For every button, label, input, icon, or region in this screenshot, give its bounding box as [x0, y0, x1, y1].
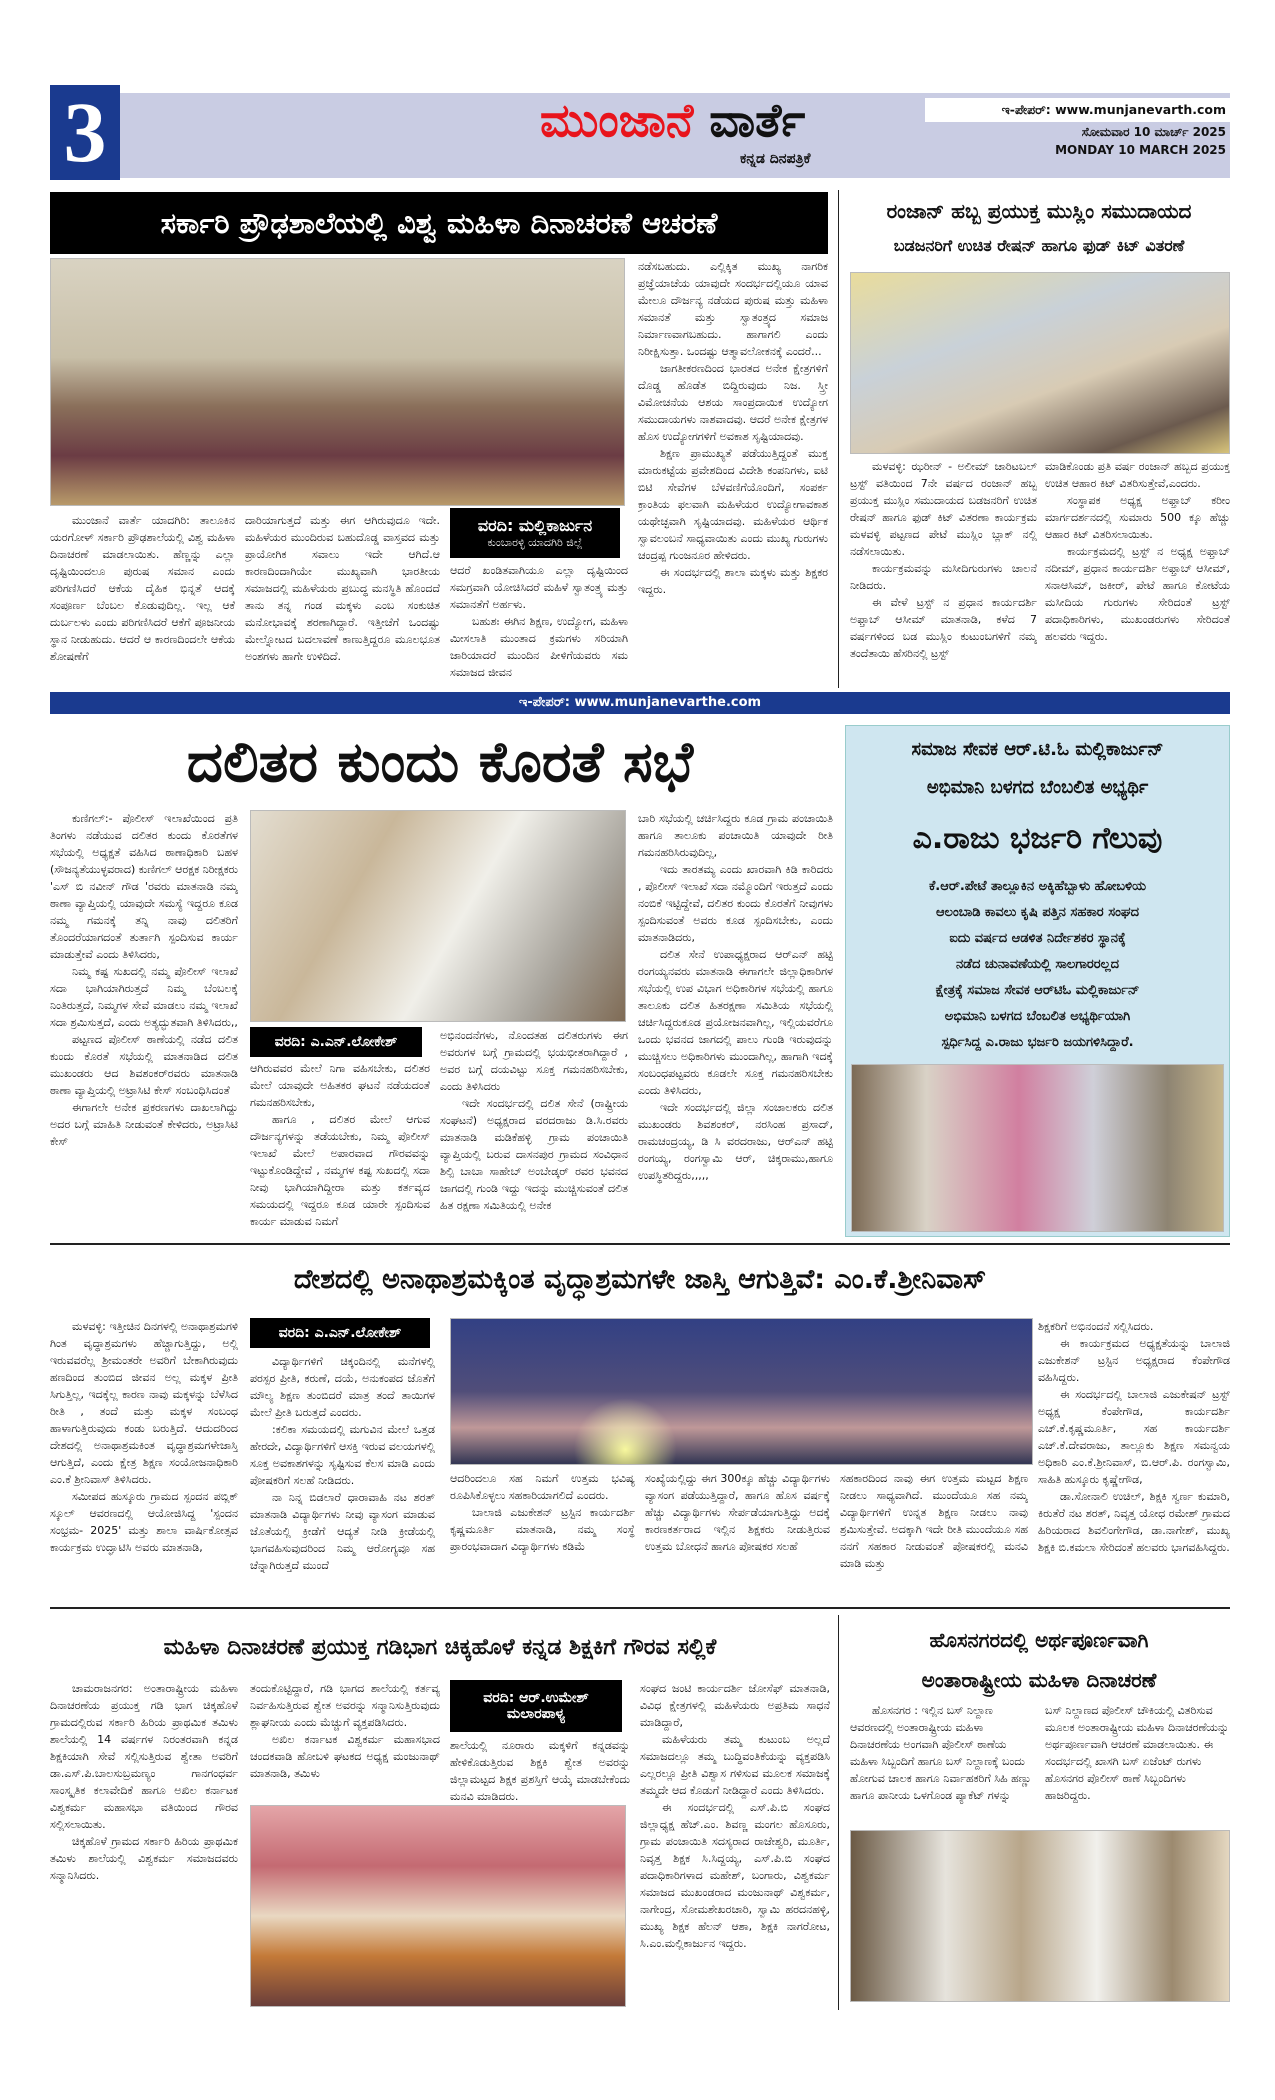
story2-headline-line1: ರಂಜಾನ್ ಹಬ್ಬ ಪ್ರಯುಕ್ತ ಮುಸ್ಲಿಂ ಸಮುದಾಯದ	[886, 199, 1192, 223]
story1-byline: ವರದಿ: ಮಲ್ಲಿಕಾರ್ಜುನ ಕುಂಬಾರಳ್ಳಿ ಯಾದಗಿರಿ ಜಿಲ್ಲೆ	[450, 508, 620, 558]
story5-col1: ಮಳವಳ್ಳಿ: ಇತ್ತೀಚಿನ ದಿನಗಳಲ್ಲಿ ಅನಾಥಾಶ್ರಮಗಳಿ ಗಿಂತ ವೃದ್ಧಾಶ್ರಮಗಳು ಹೆಚ್ಚಾಗುತ್ತಿದ್ದು, ಅಲ್ಲಿ ಇರುವವರೆಲ್ಲ ಶ್ರೀಮಂತರೇ ಅವರಿಗೆ ಬೇಕಾಗಿರುವುದು ಹಣದಿಂದ ತುಂಬಿದ ಜೀವನ ಅಲ್ಲ ಮಕ್ಕಳ ಪ್ರೀತಿ ಸಿಗುತ್ತಿಲ್ಲ, ಇದಕ್ಕೆಲ್ಲ ಕಾರಣ ನಾವು ಮಕ್ಕಳನ್ನು ಬೆಳೆಸಿದ ರೀತಿ , ತಂದೆ ಮತ್ತು ಮಕ್ಕಳ ಸಂಬಂಧ ಹಾಳಾಗುತ್ತಿರುವುದು ಕಂಡು ಬರುತ್ತಿದೆ. ಆದುದರಿಂದ ದೇಶದಲ್ಲಿ ಅನಾಥಾಶ್ರಮಕಿಂತ ವೃದ್ಧಾಶ್ರಮಗಳೇಜಾಸ್ತಿ ಆಗುತ್ತಿದೆ, ಎಂದು ಕ್ಷೇತ್ರ ಶಿಕ್ಷಣ ಸಂಯೋಜನಾಧಿಕಾರಿ ಎಂ.ಕೆ ಶ್ರೀನಿವಾಸ್ ತಿಳಿಸಿದರು. ಸಮೀಪದ ಹುಸ್ಕೂರು ಗ್ರಾಮದ ಸ್ಪಂದನ ಪಬ್ಲಿಕ್ ಸ್ಕೂಲ್ ಆವರಣದಲ್ಲಿ ಆಯೋಜಿಸಿದ್ದ 'ಸ್ಪಂದನ ಸಂಭ್ರಮ- 2025' ಮತ್ತು ಶಾಲಾ ವಾರ್ಷಿಕೋತ್ಸವ ಕಾರ್ಯಕ್ರಮ ಉದ್ಘಾಟಿಸಿ ಅವರು ಮಾತನಾಡಿ,	[50, 1320, 238, 1554]
story3-col4: ಬಾರಿ ಸಭೆಯಲ್ಲಿ ಚರ್ಚಿಸಿದ್ದರು ಕೂಡ ಗ್ರಾಮ ಪಂಚಾಯಿತಿ ಹಾಗೂ ತಾಲೂಕು ಪಂಚಾಯಿತಿ ಯಾವುದೇ ರೀತಿ ಗಮನಹರಿಸಿರುವುದಿಲ್ಲ, ಇದು ತಾರತಮ್ಯ ಎಂದು ಖಾರವಾಗಿ ಕಿಡಿ ಕಾರಿದರು , ಪೊಲೀಸ್ ಇಲಾಖೆ ಸದಾ ನಮ್ಮೊಂದಿಗೆ ಇರುತ್ತದೆ ಎಂದು ನಂಬಿಕೆ ಇಟ್ಟಿದ್ದೇವೆ, ದಲಿತರ ಕುಂದು ಕೊರತೆಗೆ ನೀವುಗಳು ಸ್ಪಂದಿಸುವಂತೆ ಅವರು ಕೂಡ ಸ್ಪಂದಿಸಬೇಕು, ಎಂದು ಮಾತನಾಡಿದರು, ದಲಿತ ಸೇನೆ ಉಪಾಧ್ಯಕ್ಷರಾದ ಆರ್‌ಎನ್ ಹಟ್ಟಿ ರಂಗಯ್ಯನವರು ಮಾತನಾಡಿ ಈಗಾಗಲೇ ಜಿಲ್ಲಾಧಿಕಾರಿಗಳ ಸಭೆಯಲ್ಲಿ ಉಪ ವಿಭಾಗ ಅಧಿಕಾರಿಗಳ ಸಭೆಯಲ್ಲಿ ಹಾಗೂ ತಾಲೂಕು ದಲಿತ ಹಿತರಕ್ಷಣಾ ಸಮಿತಿಯ ಸಭೆಯಲ್ಲಿ ಚರ್ಚಿಸಿದ್ದರುಕೂಡ ಪ್ರಯೋಜನವಾಗಿಲ್ಲ, ಇಲ್ಲಿಯವರೆಗೂ ಒಂದು ಭವನದ ಜಾಗದಲ್ಲಿ ಪಾಲು ಗುಂಡಿ ಇರುವುದನ್ನು ಮುಚ್ಚಿಸಲು ಅಧಿಕಾರಿಗಳು ಮುಂದಾಗಿಲ್ಲ, ಹಾಗಾಗಿ ಇದಕ್ಕೆ ಸಂಬಂಧಪಟ್ಟವರು ಕೂಡಲೇ ಸೂಕ್ತ ಗಮನಹರಿಸಬೇಕು ಎಂದು ತಿಳಿಸಿದರು, ಇದೇ ಸಂದರ್ಭದಲ್ಲಿ ಜಿಲ್ಲಾ ಸಂಚಾಲಕರು ದಲಿತ ಮುಖಂಡರು ಶಿವಶಂಕರ್, ನರಸಿಂಹ ಪ್ರಸಾದ್, ರಾಮಚಂದ್ರಯ್ಯ, ಡಿ ಸಿ ವರದರಾಜು, ಆರ್‌ಎನ್ ಹಟ್ಟಿ ರಂಗಯ್ಯ, ರಂಗಸ್ವಾಮಿ ಆರ್, ಚಿಕ್ಕರಾಮು,ಹಾಗೂ ಉಪಸ್ಥಿತರಿದ್ದರು,,,,,	[638, 812, 833, 1182]
story5-byline: ವರದಿ: ಎ.ಎನ್.ಲೋಕೇಶ್	[250, 1318, 430, 1348]
story6-photo	[250, 1805, 626, 2007]
section-rule	[50, 1607, 1230, 1609]
story4-photo	[851, 1064, 1224, 1232]
logo-part2: ವಾರ್ತೆ	[709, 93, 806, 147]
story6-col3: ಶಾಲೆಯಲ್ಲಿ ನೂರಾರು ಮಕ್ಕಳಿಗೆ ಕನ್ನಡವನ್ನು ಹೇಳಿಕೊಡುತ್ತಿರುವ ಶಿಕ್ಷಕಿ ಶ್ವೇತ ಅವರನ್ನು ಜಿಲ್ಲಾಮಟ್ಟದ ಶಿಕ್ಷಕ ಪ್ರಶಸ್ತಿಗೆ ಆಯ್ಕೆ ಮಾಡಬೇಕೆಂದು ಮನವಿ ಮಾಡಿದರು.	[450, 1739, 630, 1802]
story7-headline-line1: ಹೊಸನಗರದಲ್ಲಿ ಅರ್ಥಪೂರ್ಣವಾಗಿ	[929, 1628, 1149, 1652]
page-number: 3	[50, 85, 120, 180]
column-divider	[838, 190, 839, 688]
story6-headline: ಮಹಿಳಾ ದಿನಾಚರಣೆ ಪ್ರಯುಕ್ತ ಗಡಿಭಾಗ ಚಿಕ್ಕಹೊಳೆ ಕನ್ನಡ ಶಿಕ್ಷಕಿಗೆ ಗೌರವ ಸಲ್ಲಿಕೆ	[163, 1635, 717, 1660]
story5-col5: ಸಹಕಾರದಿಂದ ನಾವು ಈಗ ಉತ್ತಮ ಮಟ್ಟದ ಶಿಕ್ಷಣ ನೀಡಲು ಸಾಧ್ಯವಾಗಿದೆ. ಮುಂದೆಯೂ ಸಹ ನಮ್ಮ ವಿದ್ಯಾರ್ಥಿಗಳಿಗೆ ಉನ್ನತ ಶಿಕ್ಷಣ ನೀಡಲು ನಾವು ಶ್ರಮಿಸುತ್ತೇವೆ. ಅದಕ್ಕಾಗಿ ಇದೇ ರೀತಿ ಮುಂದೆಯೂ ಸಹ ನನಗೆ ಸಹಕಾರ ನೀಡುವಂತೆ ಪೋಷಕರಲ್ಲಿ ಮನವಿ ಮಾಡಿ ಮತ್ತು	[840, 1472, 1028, 1570]
story2-col1: ಮಳವಳ್ಳಿ: ಝರೀನ್ - ಅಲೀಮ್ ಚಾರಿಟಬಲ್ ಟ್ರಸ್ಟ್ ವತಿಯಿಂದ 7ನೇ ವರ್ಷದ ರಂಜಾನ್ ಹಬ್ಬ ಪ್ರಯುಕ್ತ ಮುಸ್ಲಿಂ ಸಮುದಾಯದ ಬಡಜನರಿಗೆ ಉಚಿತ ರೇಷನ್ ಹಾಗೂ ಫುಡ್ ಕಿಟ್ ವಿತರಣಾ ಕಾರ್ಯಕ್ರಮ ಮಳವಳ್ಳಿ ಪಟ್ಟಣದ ಪೇಟೆ ಮುಸ್ಲಿಂ ಬ್ಲಾಕ್ ನಲ್ಲಿ ನಡೆಸಲಾಯಿತು. ಕಾರ್ಯಕ್ರಮವನ್ನು ಮಸೀದಿಗುರುಗಳು ಚಾಲನೆ ನೀಡಿದರು. ಈ ವೇಳೆ ಟ್ರಸ್ಟ್ ನ ಪ್ರಧಾನ ಕಾರ್ಯದರ್ಶಿ ಅಫ್ತಾಬ್ ಆಸೀಮ್ ಮಾತನಾಡಿ, ಕಳೆದ 7 ವರ್ಷಗಳಿಂದ ಬಡ ಮುಸ್ಲಿಂ ಕುಟುಂಬಗಳಿಗೆ ನಮ್ಮ ತಂದೆತಾಯಿ ಹೆಸರಿನಲ್ಲಿ ಟ್ರಸ್ಟ್	[850, 460, 1037, 660]
story5-headline: ದೇಶದಲ್ಲಿ ಅನಾಥಾಶ್ರಮಕ್ಕಿಂತ ವೃದ್ಧಾಶ್ರಮಗಳೇ ಜಾಸ್ತಿ ಆಗುತ್ತಿವೆ: ಎಂ.ಕೆ.ಶ್ರೀನಿವಾಸ್	[293, 1264, 987, 1295]
story1-col1: ಮುಂಜಾನೆ ವಾರ್ತೆ ಯಾದಗಿರಿ: ತಾಲೂಕಿನ ಯರಗೋಳ್ ಸರ್ಕಾರಿ ಪ್ರೌಢಶಾಲೆಯಲ್ಲಿ ವಿಶ್ವ ಮಹಿಳಾ ದಿನಾಚರಣೆ ಮಾಡಲಾಯಿತು. ಹೆಣ್ಣನ್ನು ಎಲ್ಲಾ ದೃಷ್ಟಿಯಿಂದಲೂ ಪುರುಷ ಸಮಾನ ಎಂದು ಪರಿಗಣಿಸಿದರೆ ಆಕೆಯ ದೈಹಿಕ ಭಿನ್ನತೆ ಆದಕ್ಕೆ ಸಂಪೂರ್ಣ ಬೆಂಬಲ ಕೊಡುವುದಿಲ್ಲ. ಇಲ್ಲ ಆಕೆ ದುರ್ಬಲಳು ಎಂದು ಪರಿಗಣಿಸಿದರೆ ಆಕೆಗೆ ಪೂಜನೀಯ ಸ್ಥಾನ ನೀಡುಹುದು. ಆದರೆ ಆ ಕಾರಣದಿಂದಲೇ ಆಕೆಯ ಶೋಷಣೆಗೆ	[50, 514, 235, 663]
story7-col2: ಬಸ್ ನಿಲ್ದಾಣದ ಪೊಲೀಸ್ ಚೌಕಿಯಲ್ಲಿ ವಿತರಿಸುವ ಮೂಲಕ ಅಂತಾರಾಷ್ಟ್ರೀಯ ಮಹಿಳಾ ದಿನಾಚರಣೆಯನ್ನು ಅರ್ಥಪೂರ್ಣವಾಗಿ ಆಚರಣೆ ಮಾಡಲಾಯಿತು. ಈ ಸಂದರ್ಭದಲ್ಲಿ ಖಾಸಗಿ ಬಸ್ ಏಜೆಂಟ್ ರುಗಳು ಹೊಸನಗರ ಪೊಲೀಸ್ ಠಾಣೆ ಸಿಬ್ಬಂದಿಗಳು ಹಾಜರಿದ್ದರು.	[1045, 1704, 1229, 1802]
story5-col4: ಸಂಖ್ಯೆಯಲ್ಲಿದ್ದು ಈಗ 300ಕ್ಕೂ ಹೆಚ್ಚು ವಿದ್ಯಾರ್ಥಿಗಳು ವ್ಯಾಸಂಗ ಪಡೆಯುತ್ತಿದ್ದಾರೆ, ಹಾಗೂ ಹೊಸ ವರ್ಷಕ್ಕೆ ಹೆಚ್ಚು ವಿದ್ಯಾರ್ಥಿಗಳು ಸೇರ್ಪಡೆಯಾಗುತ್ತಿದ್ದು ಅದಕ್ಕೆ ಕಾರಣಕರ್ತರಾದ ಇಲ್ಲಿನ ಶಿಕ್ಷಕರು ನೀಡುತ್ತಿರುವ ಉತ್ತಮ ಬೋಧನೆ ಹಾಗೂ ಪೋಷಕರ ಸಲಹೆ	[645, 1472, 830, 1553]
masthead-logo	[540, 93, 805, 149]
epaper-box: ಇ-ಪೇಪರ್: www.munjanevarth.com	[925, 98, 1230, 122]
epaper-divider-bar	[50, 692, 1230, 714]
story3-byline: ವರದಿ: ಎ.ಎನ್.ಲೋಕೇಶ್	[250, 1027, 422, 1057]
section-rule	[50, 1243, 1230, 1245]
story1-photo	[50, 258, 625, 506]
story2-col2: ಮಾಡಿಕೊಂಡು ಪ್ರತಿ ವರ್ಷ ರಂಜಾನ್ ಹಬ್ಬದ ಪ್ರಯುಕ್ತ ಉಚಿತ ಆಹಾರ ಕಿಟ್ ವಿತರಿಸುತ್ತೇವೆ,ಎಂದರು. ಸಂಸ್ಥಾಪಕ ಅಧ್ಯಕ್ಷ ಅಫ್ತಾಬ್ ಕರೀಂ ಮಾರ್ಗದರ್ಶನದಲ್ಲಿ ಸುಮಾರು 500 ಕ್ಕೂ ಹೆಚ್ಚು ಆಹಾರ ಕಿಟ್ ವಿತರಿಸಲಾಯಿತು. ಕಾರ್ಯಕ್ರಮದಲ್ಲಿ ಟ್ರಸ್ಟ್ ನ ಅಧ್ಯಕ್ಷ ಅಫ್ತಾಬ್ ನದೀಮ್, ಪ್ರಧಾನ ಕಾರ್ಯದರ್ಶಿ ಅಫ್ತಾಬ್ ಆಸೀಮ್, ಸನಾಆಸಿಮ್, ಜಕೀರ್, ಪೇಟೆ ಹಾಗೂ ಕೋಟೆಯ ಮಸೀದಿಯ ಗುರುಗಳು ಸೇರಿದಂತೆ ಟ್ರಸ್ಟ್ ಪದಾಧಿಕಾರಿಗಳು, ಮುಖಂಡರುಗಳು ಸೇರಿದಂತೆ ಹಲವರು ಇದ್ದರು.	[1045, 460, 1230, 643]
story4-box	[845, 725, 1230, 1237]
story4-headline-line2: ಅಭಿಮಾನಿ ಬಳಗದ ಬೆಂಬಲಿತ ಅಭ್ಯರ್ಥಿ	[926, 777, 1149, 798]
story5-photo	[450, 1318, 1033, 1465]
story5-col2: ವಿದ್ಯಾರ್ಥಿಗಳಿಗೆ ಚಿಕ್ಕಂದಿನಲ್ಲಿ ಮನೆಗಳಲ್ಲಿ ಪರಸ್ಪರ ಪ್ರೀತಿ, ಕರುಣೆ, ದಯೆ, ಅನುಕಂಪದ ಜೊತೆಗೆ ಮೌಲ್ಯ ಶಿಕ್ಷಣ ತುಂಬಿದರೆ ಮಾತ್ರ ತಂದೆ ತಾಯಿಗಳ ಮೇಲೆ ಪ್ರೀತಿ ಬರುತ್ತದೆ ಎಂದರು. :ಕಲಿಕಾ ಸಮಯದಲ್ಲಿ ಮಗುವಿನ ಮೇಲೆ ಒತ್ತಡ ಹೇರದೇ, ವಿದ್ಯಾರ್ಥಿಗಳಿಗೆ ಆಸಕ್ತಿ ಇರುವ ವಲಯಗಳಲ್ಲಿ ಸೂಕ್ತ ಅವಕಾಶಗಳನ್ನು ಸೃಷ್ಟಿಸುವ ಕೆಲಸ ಮಾಡಿ ಎಂದು ಪೋಷಕರಿಗೆ ಸಲಹೆ ನೀಡಿದರು. ನಾ ನಿನ್ನ ಬಿಡಲಾರೆ ಧಾರಾವಾಹಿ ನಟ ಶರತ್ ಮಾತನಾಡಿ ವಿದ್ಯಾರ್ಥಿಗಳು ನೀವು ವ್ಯಾಸಂಗ ಮಾಡುವ ಜೊತೆಯಲ್ಲಿ ಕ್ರೀಡೆಗೆ ಆದ್ಯತೆ ನೀಡಿ ಕ್ರೀಡೆಯಲ್ಲಿ ಭಾಗವಹಿಸುವುದರಿಂದ ನಿಮ್ಮ ಆರೋಗ್ಯವೂ ಸಹ ಚೆನ್ನಾಗಿರುತ್ತದೆ ಮುಂದೆ	[250, 1355, 435, 1572]
masthead	[50, 85, 1230, 180]
story5-col3: ಆದರಿಂದಲೂ ಸಹ ನಿಮಗೆ ಉತ್ತಮ ಭವಿಷ್ಯ ರೂಪಿಸಿಕೊಳ್ಳಲು ಸಹಕಾರಿಯಾಗಲಿದೆ ಎಂದರು. ಬಾಲಾಜಿ ಎಜುಕೇಶನ್ ಟ್ರಸ್ಟಿನ ಕಾರ್ಯದರ್ಶಿ ಕೃಷ್ಣಮೂರ್ತಿ ಮಾತನಾಡಿ, ನಮ್ಮ ಸಂಸ್ಥೆ ಪ್ರಾರಂಭವಾದಾಗ ವಿದ್ಯಾರ್ಥಿಗಳು ಕಡಿಮೆ	[450, 1472, 635, 1553]
masthead-subtitle: ಕನ್ನಡ ದಿನಪತ್ರಿಕೆ	[740, 151, 811, 167]
story4-headline-line3: ಎ.ರಾಜು ಭರ್ಜರಿ ಗೆಲುವು	[912, 821, 1163, 856]
story4-body: ಕೆ.ಆರ್.ಪೇಟೆ ತಾಲ್ಲೂಕಿನ ಅಕ್ಕಿಹೆಬ್ಬಾಳು ಹೋಬಳಿಯ ಆಲಂಬಾಡಿ ಕಾವಲು ಕೃಷಿ ಪತ್ತಿನ ಸಹಕಾರ ಸಂಘದ ಐದು ವರ್ಷದ ಆಡಳಿತ ನಿರ್ದೇಶಕರ ಸ್ಥಾನಕ್ಕೆ ನಡೆದ ಚುನಾವಣೆಯಲ್ಲಿ ಸಾಲಗಾರರಲ್ಲದ ಕ್ಷೇತ್ರಕ್ಕೆ ಸಮಾಜ ಸೇವಕ ಆರ್‌ಟಿಓ ಮಲ್ಲಿಕಾರ್ಜುನ್ ಅಭಿಮಾನಿ ಬಳಗದ ಬೆಂಬಲಿತ ಅಭ್ಯರ್ಥಿಯಾಗಿ ಸ್ಪರ್ಧಿಸಿದ್ದ ಎ.ರಾಜು ಭರ್ಜರಿ ಜಯಗಳಿಸಿದ್ದಾರೆ.	[928, 879, 1147, 1050]
story4-headline-line1: ಸಮಾಜ ಸೇವಕ ಆರ್.ಟಿ.ಓ ಮಲ್ಲಿಕಾರ್ಜುನ್	[911, 739, 1164, 760]
date-english: MONDAY 10 MARCH 2025	[1055, 143, 1226, 157]
story3-col2: ಆಗಿರುವವರ ಮೇಲೆ ನಿಗಾ ವಹಿಸಬೇಕು, ದಲಿತರ ಮೇಲೆ ಯಾವುದೇ ಅಹಿತಕರ ಘಟನೆ ನಡೆಯದಂತೆ ಗಮನಹರಿಸಬೇಕು, ಹಾಗೂ , ದಲಿತರ ಮೇಲೆ ಆಗುವ ದೌರ್ಜನ್ಯಗಳನ್ನು ತಡೆಯಬೇಕು, ನಿಮ್ಮ ಪೊಲೀಸ್ ಇಲಾಖೆ ಮೇಲೆ ಅಪಾರವಾದ ಗೌರವವನ್ನು ಇಟ್ಟುಕೊಂಡಿದ್ದೇವೆ , ನಮ್ಮಗಳ ಕಷ್ಟ ಸುಖದಲ್ಲಿ ಸದಾ ನೀವು ಭಾಗಿಯಾಗಿದ್ದೀರಾ ಮತ್ತು ಕರ್ತವ್ಯದ ಸಮಯದಲ್ಲಿ ಇದ್ದರೂ ಕೂಡ ಯಾರೇ ಸ್ಪಂದಿಸುವ ಕಾರ್ಯ ಮಾಡುವ ನಿಮಗೆ	[250, 1062, 430, 1228]
story3-col3: ಅಭಿನಂದನೆಗಳು, ನೊಂದತಹ ದಲಿತರುಗಳು ಈಗ ಅವರುಗಳ ಬಗ್ಗೆ ಗ್ರಾಮದಲ್ಲಿ ಭಯಭೀತರಾಗಿದ್ದಾರೆ , ಅವರ ಬಗ್ಗೆ ದಯವಿಟ್ಟು ಸೂಕ್ತ ಗಮನಹರಿಸಬೇಕು, ಎಂದು ತಿಳಿಸಿದರು ಇದೇ ಸಂದರ್ಭದಲ್ಲಿ ದಲಿತ ಸೇನೆ (ರಾಷ್ಟ್ರೀಯ ಸಂಘಟನೆ) ಅಧ್ಯಕ್ಷರಾದ ವರದರಾಜು ಡಿ.ಸಿ.ರವರು ಮಾತನಾಡಿ ಮಡಿಕೆಹಳ್ಳಿ ಗ್ರಾಮ ಪಂಚಾಯಿತಿ ವ್ಯಾಪ್ತಿಯಲ್ಲಿ ಬರುವ ದಾಸನಪುರ ಗ್ರಾಮದ ಸಂವಿಧಾನ ಶಿಲ್ಪಿ ಬಾಬಾ ಸಾಹೇಬ್ ಅಂಬೇಡ್ಕರ್ ರವರ ಭವನದ ಜಾಗದಲ್ಲಿ ಗುಂಡಿ ಇದ್ದು ಇದನ್ನು ಮುಚ್ಚಿಸುವಂತೆ ದಲಿತ ಹಿತ ರಕ್ಷಣಾ ಸಮಿತಿಯಲ್ಲಿ ಅನೇಕ	[440, 1029, 628, 1212]
story1-col4: ನಡೆಸಬಹುದು. ಎಲ್ಲಿಕ್ಕಿತ ಮುಖ್ಯ ನಾಗರಿಕ ಪ್ರಜ್ಞೆಯಾಚೆಯ ಯಾವುದೇ ಸಂದರ್ಭದಲ್ಲಿಯೂ ಯಾವ ಮೇಲೂ ದೌರ್ಜನ್ಯ ನಡೆಯದ ಪುರುಷ ಮತ್ತು ಮಹಿಳಾ ಸಮಾನತೆ ಮತ್ತು ಸ್ವಾತಂತ್ರ್ಯದ ಸಮಾಜ ನಿರ್ಮಾಣವಾಗಬಹುದು. ಹಾಗಾಗಲಿ ಎಂದು ನಿರೀಕ್ಷಿಸುತ್ತಾ. ಒಂದಷ್ಟು ಆತ್ಮಾವಲೋಕನಕ್ಕೆ ಎಂದರೆ... ಜಾಗತೀಕರಣದಿಂದ ಭಾರತದ ಅನೇಕ ಕ್ಷೇತ್ರಗಳಿಗೆ ದೊಡ್ಡ ಹೊಡೆತ ಬಿದ್ದಿರುವುದು ನಿಜ. ಸ್ತ್ರೀ ವಿಮೋಚನೆಯ ಆಶಯ ಸಾಂಪ್ರದಾಯಿಕ ಉದ್ಯೋಗ ಸಮುದಾಯಗಳು ನಾಶವಾದವು. ಆದರೆ ಅನೇಕ ಕ್ಷೇತ್ರಗಳ ಹೊಸ ಉದ್ಯೋಗಗಳಿಗೆ ಅವಕಾಶ ಸೃಷ್ಟಿಯಾದವು. ಶಿಕ್ಷಣ ಪ್ರಾಮುಖ್ಯತೆ ಪಡೆಯುತ್ತಿದ್ದಂತೆ ಮುಕ್ತ ಮಾರುಕಟ್ಟೆಯ ಪ್ರವೇಶದಿಂದ ವಿದೇಶಿ ಕಂಪನಿಗಳು, ಐಟಿ ಬಿಟಿ ಸೇವೆಗಳ ಬೆಳವಣಿಗೆಯೊಂದಿಗೆ, ಸಂಪರ್ಕ ಕ್ರಾಂತಿಯ ಫಲವಾಗಿ ಮಹಿಳೆಯರ ಉದ್ಯೋಗಾವಕಾಶ ಯಥೇಚ್ಛವಾಗಿ ಸೃಷ್ಟಿಯಾದವು. ಮಹಿಳೆಯರ ಆರ್ಥಿಕ ಸ್ವಾವಲಂಬನೆ ಸಾಧ್ಯವಾಯಿತು ಎಂದು ಮುಖ್ಯ ಗುರುಗಳು ಚಂದ್ರಪ್ಪ ಗುಂಜನೂರ ಹೇಳಿದರು. ಈ ಸಂದರ್ಭದಲ್ಲಿ ಶಾಲಾ ಮಕ್ಕಳು ಮತ್ತು ಶಿಕ್ಷಕರ ಇದ್ದರು.	[638, 260, 828, 596]
epaper-link[interactable]: ಇ-ಪೇಪರ್: www.munjanevarthe.com	[518, 695, 762, 710]
story6-col1: ಚಾಮರಾಜನಗರ: ಅಂತಾರಾಷ್ಟ್ರೀಯ ಮಹಿಳಾ ದಿನಾಚರಣೆಯ ಪ್ರಯುಕ್ತ ಗಡಿ ಭಾಗ ಚಿಕ್ಕಹೊಳೆ ಗ್ರಾಮದಲ್ಲಿರುವ ಸರ್ಕಾರಿ ಹಿರಿಯ ಪ್ರಾಥಮಿಕ ತಮಿಳು ಶಾಲೆಯಲ್ಲಿ 14 ವರ್ಷಗಳ ನಿರಂತರವಾಗಿ ಕನ್ನಡ ಶಿಕ್ಷಕಿಯಾಗಿ ಸೇವೆ ಸಲ್ಲಿಸುತ್ತಿರುವ ಶ್ವೇತಾ ಅವರಿಗೆ ಡಾ.ಎಸ್.ಪಿ.ಬಾಲಸುಬ್ರಮಣ್ಯಂ ಗಾನಗಂಧರ್ವ ಸಾಂಸ್ಕೃತಿಕ ಕಲಾವೇದಿಕೆ ಹಾಗೂ ಅಖಿಲ ಕರ್ನಾಟಕ ವಿಶ್ವಕರ್ಮ ಮಹಾಸಭಾ ವತಿಯಿಂದ ಗೌರವ ಸಲ್ಲಿಸಲಾಯಿತು. ಚಿಕ್ಕಹೊಳೆ ಗ್ರಾಮದ ಸರ್ಕಾರಿ ಹಿರಿಯ ಪ್ರಾಥಮಿಕ ತಮಿಳು ಶಾಲೆಯಲ್ಲಿ ವಿಶ್ವಕರ್ಮ ಸಮಾಜದವರು ಸನ್ಮಾನಿಸಿದರು.	[50, 1682, 238, 1882]
story6-byline: ವರದಿ: ಆರ್.ಉಮೇಶ್ ಮಲಾರಪಾಳ್ಯ	[450, 1680, 622, 1732]
story7-col1: ಹೊಸನಗರ : ಇಲ್ಲಿನ ಬಸ್ ನಿಲ್ದಾಣ ಆವರಣದಲ್ಲಿ ಅಂತಾರಾಷ್ಟ್ರೀಯ ಮಹಿಳಾ ದಿನಾಚರಣೆಯ ಅಂಗವಾಗಿ ಪೊಲೀಸ್ ಠಾಣೆಯ ಮಹಿಳಾ ಸಿಬ್ಬಂದಿಗೆ ಹಾಗೂ ಬಸ್ ನಿಲ್ದಾಣಕ್ಕೆ ಬಂದು ಹೋಗುವ ಚಾಲಕ ಹಾಗೂ ನಿರ್ವಾಹಕರಿಗೆ ಸಿಹಿ ಹಣ್ಣು ಹಾಗೂ ಪಾನೀಯ ಒಳಗೊಂಡ ಪ್ಯಾಕೆಟ್ ಗಳನ್ನು	[850, 1704, 1032, 1802]
story6-col2: ತಂದುಕೊಟ್ಟಿದ್ದಾರೆ, ಗಡಿ ಭಾಗದ ಶಾಲೆಯಲ್ಲಿ ಕರ್ತವ್ಯ ನಿರ್ವಹಿಸುತ್ತಿರುವ ಶ್ವೇತ ಅವರನ್ನು ಸನ್ಮಾನಿಸುತ್ತಿರುವುದು ಶ್ಲಾಘನೀಯ ಎಂದು ಮೆಚ್ಚುಗೆ ವ್ಯಕ್ತಪಡಿಸಿದರು. ಅಖಿಲ ಕರ್ನಾಟಕ ವಿಶ್ವಕರ್ಮ ಮಹಾಸಭಾದ ಚಂದಕವಾಡಿ ಹೋಬಳಿ ಘಟಕದ ಅಧ್ಯಕ್ಷ ಮಂಜುನಾಥ್ ಮಾತನಾಡಿ, ತಮಿಳು	[250, 1682, 440, 1780]
story2-photo	[850, 272, 1230, 454]
logo-part1: ಮುಂಜಾನೆ	[540, 93, 694, 147]
story7-photo	[850, 1830, 1230, 2002]
story5-col6: ಶಿಕ್ಷಕರಿಗೆ ಅಭಿನಂದನೆ ಸಲ್ಲಿಸಿದರು. ಈ ಕಾರ್ಯಕ್ರಮದ ಅಧ್ಯಕ್ಷತೆಯನ್ನು ಬಾಲಾಜಿ ಎಜುಕೇಶನ್ ಟ್ರಸ್ಟಿನ ಅಧ್ಯಕ್ಷರಾದ ಕೆಂಪೇಗೌಡ ವಹಿಸಿದ್ದರು. ಈ ಸಂದರ್ಭದಲ್ಲಿ ಬಾಲಾಜಿ ಎಜುಕೇಷನ್ ಟ್ರಸ್ಟ್ ಅಧ್ಯಕ್ಷ ಕೆಂಪೇಗೌಡ, ಕಾರ್ಯದರ್ಶಿ ಎಚ್.ಕೆ.ಕೃಷ್ಣಮೂರ್ತಿ, ಸಹ ಕಾರ್ಯದರ್ಶಿ ಎಚ್.ಕೆ.ದೇವರಾಜು, ತಾಲ್ಲೂಕು ಶಿಕ್ಷಣ ಸಮನ್ವಯ ಅಧಿಕಾರಿ ಎಂ.ಕೆ.ಶ್ರೀನಿವಾಸ್, ಬಿ.ಆರ್.ಪಿ. ರಂಗಸ್ವಾಮಿ, ಸಾಹಿತಿ ಹುಸ್ಕೂರು ಕೃಷ್ಣೇಗೌಡ, ಡಾ.ಸೋನಾಲಿ ಉಚಿಲ್, ಶಿಕ್ಷಕಿ ಸ್ವರ್ಣ ಕುಮಾರಿ, ಕಿರುತೆರೆ ನಟ ಶರತ್, ನಿವೃತ್ತ ಯೋಧ ರಮೇಶ್ ಗ್ರಾಮದ ಹಿರಿಯರಾದ ಶಿವಲಿಂಗೇಗೌಡ, ಡಾ.ನಾಗೇಶ್, ಮುಖ್ಯ ಶಿಕ್ಷಕಿ ಬಿ.ಕಮಲಾ ಸೇರಿದಂತೆ ಹಲವರು ಭಾಗವಹಿಸಿದ್ದರು.	[1038, 1320, 1230, 1554]
column-divider	[838, 1615, 839, 2010]
date-kannada: ಸೋಮವಾರ 10 ಮಾರ್ಚ್ 2025	[1081, 125, 1226, 139]
story1-col2: ದಾರಿಯಾಗುತ್ತದೆ ಮತ್ತು ಈಗ ಆಗಿರುವುದೂ ಇದೇ. ಮಹಿಳೆಯರ ಮುಂದಿರುವ ಬಹುದೊಡ್ಡ ವಾಸ್ತವದ ಮತ್ತು ಪ್ರಾಯೋಗಿಕ ಸವಾಲು ಇದೇ ಆಗಿದೆ.ಆ ಕಾರಣದಿಂದಾಗಿಯೇ ಮುಖ್ಯವಾಗಿ ಭಾರತೀಯ ಸಮಾಜದಲ್ಲಿ ಮಹಿಳೆಯರು ಪ್ರಬುದ್ಧ ಮನಸ್ಥಿತಿ ಹೊಂದದೆ ತಾನು ತನ್ನ ಗಂಡ ಮಕ್ಕಳು ಎಂಬ ಸಂಕುಚಿತ ಮನೋಭಾವಕ್ಕೆ ಶರಣಾಗಿದ್ದಾರೆ. ಇತ್ತೀಚೆಗೆ ಒಂದಷ್ಟು ಮೇಲ್ನೋಟದ ಬದಲಾವಣೆ ಕಾಣುತ್ತಿದ್ದರೂ ಮೂಲಭೂತ ಅಂಶಗಳು ಹಾಗೇ ಉಳಿದಿದೆ.	[245, 514, 440, 663]
story3-photo	[250, 810, 626, 1022]
story1-headline: ಸರ್ಕಾರಿ ಪ್ರೌಢಶಾಲೆಯಲ್ಲಿ ವಿಶ್ವ ಮಹಿಳಾ ದಿನಾಚರಣೆ ಆಚರಣೆ	[50, 192, 828, 254]
story7-headline-line2: ಅಂತಾರಾಷ್ಟ್ರೀಯ ಮಹಿಳಾ ದಿನಾಚರಣೆ	[921, 1668, 1157, 1692]
story3-headline: ದಲಿತರ ಕುಂದು ಕೊರತೆ ಸಭೆ	[186, 730, 694, 795]
story6-col4: ಸಂಘದ ಜಂಟಿ ಕಾರ್ಯದರ್ಶಿ ಜೋಸೆಫ್ ಮಾತನಾಡಿ, ವಿವಿಧ ಕ್ಷೇತ್ರಗಳಲ್ಲಿ ಮಹಿಳೆಯರು ಅಪ್ರತಿಮ ಸಾಧನೆ ಮಾಡಿದ್ದಾರೆ, ಮಹಿಳೆಯರು ತಮ್ಮ ಕುಟುಂಬ ಅಲ್ಲದೆ ಸಮಾಜದಲ್ಲೂ ತಮ್ಮ ಬುದ್ಧಿವಂತಿಕೆಯನ್ನು ವ್ಯಕ್ತಪಡಿಸಿ ಎಲ್ಲರಲ್ಲೂ ಪ್ರೀತಿ ವಿಶ್ವಾಸ ಗಳಿಸುವ ಮೂಲಕ ಸಮಾಜಕ್ಕೆ ತಮ್ಮದೇ ಆದ ಕೊಡುಗೆ ನೀಡಿದ್ದಾರೆ ಎಂದು ತಿಳಿಸಿದರು. ಈ ಸಂದರ್ಭದಲ್ಲಿ ಎಸ್.ಪಿ.ಬಿ ಸಂಘದ ಜಿಲ್ಲಾಧ್ಯಕ್ಷ ಹೆಚ್.ಎಂ. ಶಿವಣ್ಣ ಮಂಗಲ ಹೊಸೂರು, ಗ್ರಾಮ ಪಂಚಾಯಿತಿ ಸದಸ್ಯರಾದ ರಾಜೇಶ್ವರಿ, ಮೂರ್ತಿ, ನಿವೃತ್ತ ಶಿಕ್ಷಕ ಸಿ.ಸಿದ್ದಯ್ಯ, ಎಸ್.ಪಿ.ಬಿ ಸಂಘದ ಪದಾಧಿಕಾರಿಗಳಾದ ಮಹೇಶ್, ಬಂಗಾರು, ವಿಶ್ವಕರ್ಮ ಸಮಾಜದ ಮುಖಂಡರಾದ ಮಂಜುನಾಥ್ ವಿಶ್ವಕರ್ಮ, ನಾಗೇಂದ್ರ, ಸೋಮಶೇಖರಚಾರಿ, ಸ್ವಾಮಿ ಹರದನಹಳ್ಳಿ, ಮುಖ್ಯ ಶಿಕ್ಷಕ ಹೆಲನ್ ಆಶಾ, ಶಿಕ್ಷಕಿ ನಾಗರೋಟ, ಸಿ.ಎಂ.ಮಲ್ಲಿಕಾರ್ಜುನ ಇದ್ದರು.	[640, 1682, 830, 1950]
story2-headline-line2: ಬಡಜನರಿಗೆ ಉಚಿತ ರೇಷನ್ ಹಾಗೂ ಫುಡ್ ಕಿಟ್ ವಿತರಣೆ	[893, 236, 1185, 255]
story3-col1: ಕುಣಿಗಲ್:- ಪೊಲೀಸ್ ಇಲಾಖೆಯಿಂದ ಪ್ರತಿ ತಿಂಗಳು ನಡೆಯುವ ದಲಿತರ ಕುಂದು ಕೊರತೆಗಳ ಸಭೆಯಲ್ಲಿ ಅಧ್ಯಕ್ಷತೆ ವಹಿಸಿದ ಠಾಣಾಧಿಕಾರಿ ಬಹಳ (ಸೌಜನ್ಯತೆಯುಳ್ಳವರಾದ) ಕುಣಿಗಲ್ ಆರಕ್ಷಕ ನಿರೀಕ್ಷಕರು 'ಎಸ್ ಬಿ ನವೀನ್ ಗೌಡ 'ರವರು ಮಾತನಾಡಿ ನಮ್ಮ ಠಾಣಾ ವ್ಯಾಪ್ತಿಯಲ್ಲಿ ಯಾವುದೇ ಸಮಸ್ಯೆ ಇದ್ದರೂ ಕೂಡ ನಮ್ಮ ಗಮನಕ್ಕೆ ತನ್ನಿ ನಾವು ದಲಿತರಿಗೆ ತೊಂದರೆಯಾಗದಂತೆ ತುರ್ತಾಗಿ ಸ್ಪಂದಿಸುವ ಕಾರ್ಯ ಮಾಡುತ್ತೇವೆ ಎಂದು ತಿಳಿಸಿದರು, ನಿಮ್ಮ ಕಷ್ಟ ಸುಖದಲ್ಲಿ ನಮ್ಮ ಪೊಲೀಸ್ ಇಲಾಖೆ ಸದಾ ಭಾಗಿಯಾಗಿರುತ್ತದೆ ನಿಮ್ಮ ಬೆಂಬಲಕ್ಕೆ ನಿಂತಿರುತ್ತದೆ, ನಿಮ್ಮಗಳ ಸೇವೆ ಮಾಡಲು ನಮ್ಮ ಇಲಾಖೆ ಸದಾ ಶ್ರಮಿಸುತ್ತದೆ, ಎಂದು ಅತ್ಯದ್ಭುತವಾಗಿ ತಿಳಿಸಿದರು,, ಪಟ್ಟಣದ ಪೊಲೀಸ್ ಠಾಣೆಯಲ್ಲಿ ನಡೆದ ದಲಿತ ಕುಂದು ಕೊರತೆ ಸಭೆಯಲ್ಲಿ ಮಾತನಾಡಿದ ದಲಿತ ಮುಖಂಡರು ಆದ ಶಿವಶಂಕರ್‌ರವರು ಮಾತನಾಡಿ ಠಾಣಾ ವ್ಯಾಪ್ತಿಯಲ್ಲಿ ಅಟ್ರಾಸಿಟಿ ಕೇಸ್ ಸಂಬಂಧಿಸಿದಂತೆ ಈಗಾಗಲೇ ಅನೇಕ ಪ್ರಕರಣಗಳು ದಾಖಲಾಗಿದ್ದು ಅದರ ಬಗ್ಗೆ ಮಾಹಿತಿ ನೀಡುವಂತೆ ಕೇಳಿದರು, ಅಟ್ರಾಸಿಟಿ ಕೇಸ್	[50, 812, 238, 1148]
story1-col3: ಆದರೆ ಖಂಡಿತವಾಗಿಯೂ ಎಲ್ಲಾ ದೃಷ್ಟಿಯಿಂದ ಸಮಗ್ರವಾಗಿ ಯೋಚಿಸಿದರೆ ಮಹಿಳೆ ಸ್ವಾತಂತ್ರ್ಯ ಮತ್ತು ಸಮಾನತೆಗೆ ಅರ್ಹಳು. ಬಹುಶಃ ಈಗಿನ ಶಿಕ್ಷಣ, ಉದ್ಯೋಗ, ಮಹಿಳಾ ಮೀಸಲಾತಿ ಮುಂತಾದ ಕ್ರಮಗಳು ಸರಿಯಾಗಿ ಜಾರಿಯಾದರೆ ಮುಂದಿನ ಪೀಳಿಗೆಯವರು ಸಮ ಸಮಾಜದ ಜೀವನ	[450, 564, 628, 679]
